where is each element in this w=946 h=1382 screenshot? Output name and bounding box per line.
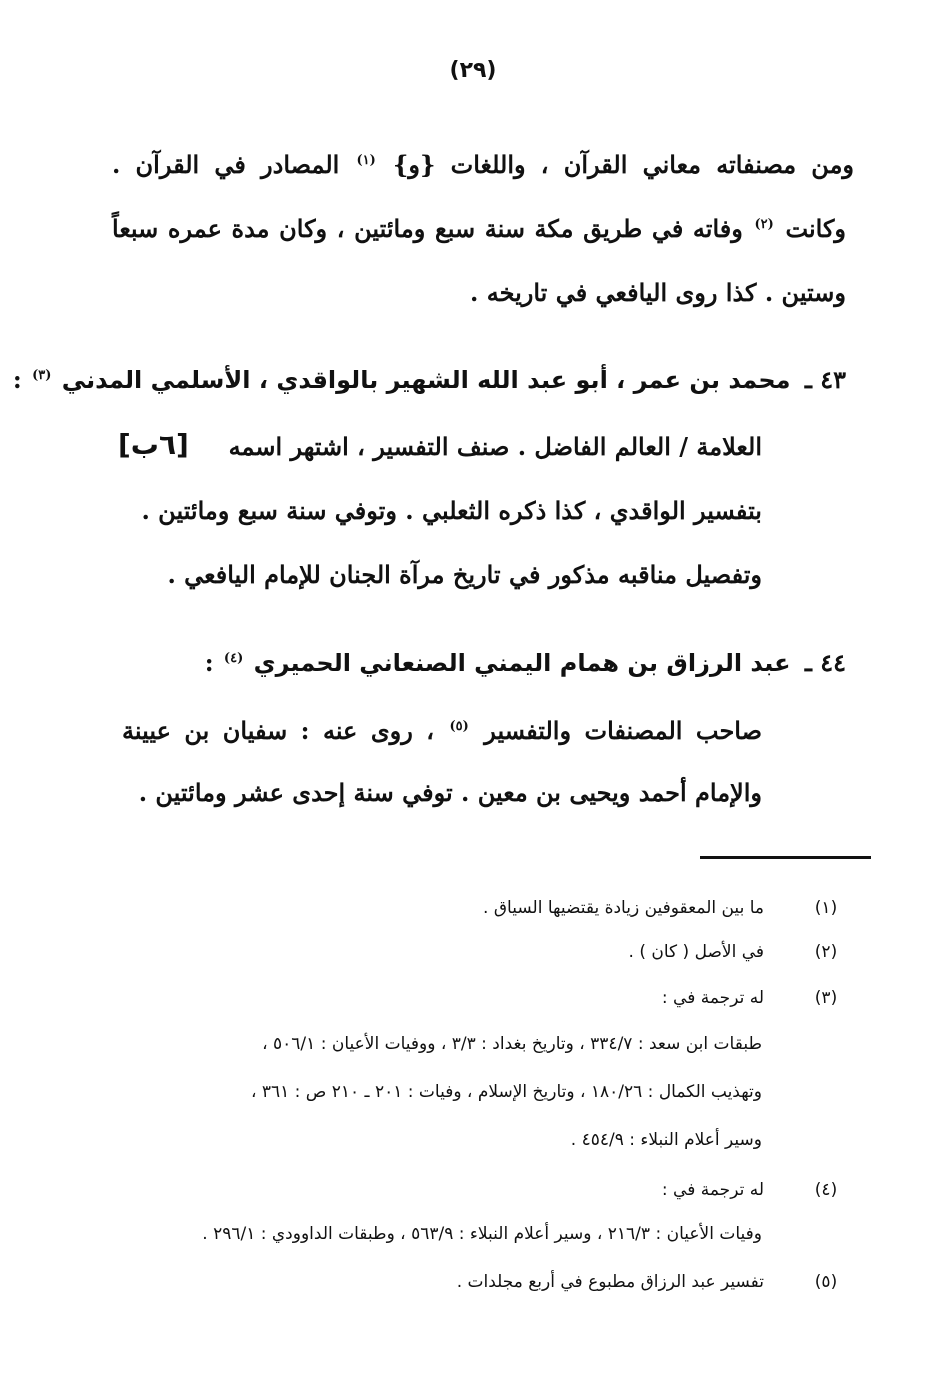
entry-44-name: عبد الرزاق بن همام اليمني الصنعاني الحميري (253, 649, 791, 677)
intro-line-3: وستين . كذا روى اليافعي في تاريخه . (470, 278, 846, 307)
entry-44-heading (205, 648, 846, 677)
entry-44-line-1-part-a: صاحب المصنفات والتفسير (484, 716, 762, 745)
footnote-3-text: له ترجمة في : (661, 988, 764, 1008)
entry-43-line-1-text: العلامة / العالم الفاضل . صنف التفسير ، اشتهر اسمه (228, 432, 762, 461)
intro-line-2-part-b: وفاته في طريق مكة سنة سبع ومائتين ، وكان مدة عمره سبعاً (112, 214, 743, 243)
entry-43-line-1 (118, 428, 762, 461)
intro-line-2 (112, 214, 846, 243)
page-number: (٢٩) (449, 58, 497, 83)
footnote-3-line-1: طبقات ابن سعد : ٣٣٤/٧ ، وتاريخ بغداد : ٣/٣ ، ووفيات الأعيان : ٥٠٦/١ ، (262, 1034, 762, 1054)
footnote-4-text: له ترجمة في : (661, 1180, 764, 1200)
intro-line-1-part-a: ومن مصنفاته معاني القرآن ، واللغات {و} (392, 150, 855, 179)
intro-line-2-part-a: وكانت (785, 214, 847, 243)
footnote-ref-1: (١) (356, 153, 376, 168)
footnote-ref-3: (٣) (32, 368, 52, 383)
footnote-2-text: في الأصل ( كان ) . (628, 942, 764, 962)
footnote-1-text: ما بين المعقوفين زيادة يقتضيها السياق . (483, 898, 764, 918)
footnote-1-number: (١) (814, 898, 838, 918)
footnote-ref-2: (٢) (754, 217, 774, 232)
footnote-divider (700, 856, 871, 859)
intro-line-1-part-b: المصادر في القرآن . (112, 150, 340, 179)
folio-marker: [٦ب] (118, 428, 189, 461)
footnote-ref-5: (٥) (449, 719, 469, 734)
entry-44-line-1-part-b: ، روى عنه : سفيان بن عيينة (122, 716, 434, 745)
footnote-ref-4: (٤) (223, 651, 244, 666)
entry-43-colon: : (12, 365, 22, 394)
entry-44-colon: : (204, 648, 214, 677)
entry-44-number: ٤٤ ـ (804, 648, 846, 677)
footnote-3-line-3: وسير أعلام النبلاء : ٤٥٤/٩ . (570, 1130, 762, 1150)
entry-43-line-2: بتفسير الواقدي ، كذا ذكره الثعلبي . وتوفي سنة سبع ومائتين . (141, 496, 762, 525)
entry-43-line-3: وتفصيل مناقبه مذكور في تاريخ مرآة الجنان للإمام اليافعي . (167, 560, 762, 589)
entry-43-number: ٤٣ ـ (804, 365, 846, 394)
footnote-5-number: (٥) (814, 1272, 838, 1292)
footnote-2-number: (٢) (814, 942, 838, 962)
footnote-3-number: (٣) (814, 988, 838, 1008)
footnote-3-line-2: وتهذيب الكمال : ١٨٠/٢٦ ، وتاريخ الإسلام ، وفيات : ٢٠١ ـ ٢١٠ ص : ٣٦١ ، (250, 1082, 762, 1102)
entry-43-name: محمد بن عمر ، أبو عبد الله الشهير بالواقدي ، الأسلمي المدني (61, 366, 791, 394)
footnote-4-number: (٤) (814, 1180, 838, 1200)
intro-line-1 (112, 150, 854, 179)
footnote-4-line: وفيات الأعيان : ٢١٦/٣ ، وسير أعلام النبلاء : ٥٦٣/٩ ، وطبقات الداوودي : ٢٩٦/١ . (202, 1224, 762, 1244)
entry-44-line-2: والإمام أحمد ويحيى بن معين . توفي سنة إحدى عشر ومائتين . (138, 778, 762, 807)
entry-44-line-1 (122, 716, 762, 745)
footnote-5-text: تفسير عبد الرزاق مطبوع في أربع مجلدات . (456, 1272, 764, 1292)
entry-43-heading (12, 365, 846, 394)
